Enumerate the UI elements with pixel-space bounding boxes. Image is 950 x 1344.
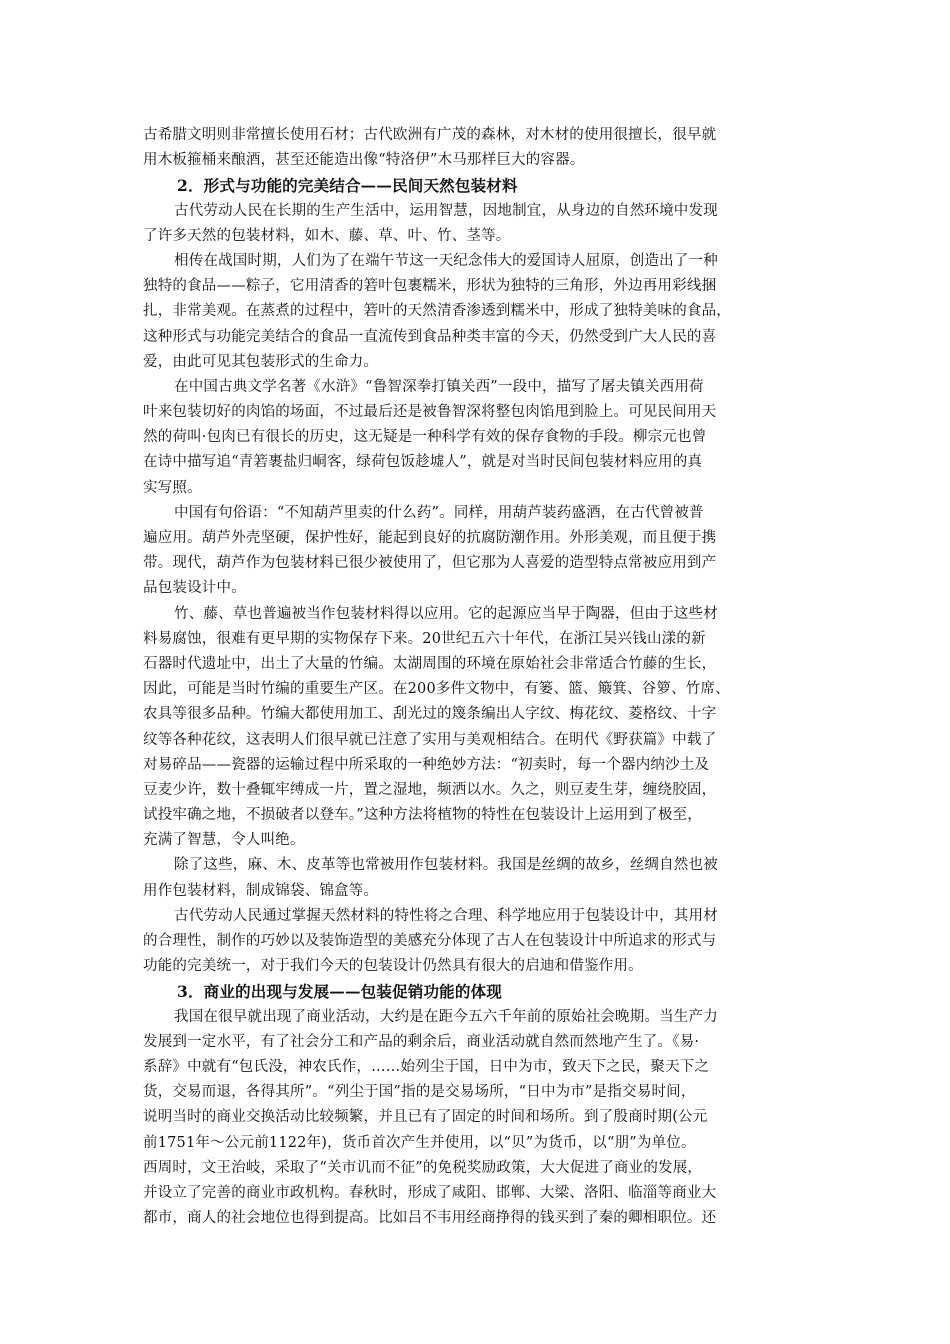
body-text-line: 这种形式与功能完美结合的食品一直流传到食品种类丰富的今天，仍然受到广大人民的喜 bbox=[143, 328, 717, 345]
body-text-line: 我国在很早就出现了商业活动，大约是在距今五六千年前的原始社会晚期。当生产力 bbox=[174, 1008, 718, 1025]
body-text-line: 除了这些，麻、木、皮革等也常被用作包装材料。我国是丝绸的故乡，丝绸自然也被 bbox=[174, 857, 718, 874]
body-text-line: 在中国古典文学名著《水浒》“鲁智深拳打镇关西”一段中，描写了屠夫镇关西用荷 bbox=[174, 378, 704, 395]
body-text-line: 竹、藤、草也普遍被当作包装材料得以应用。它的起源应当早于陶器，但由于这些材 bbox=[174, 605, 718, 622]
body-text-line: 说明当时的商业交换活动比较频繁，并且已有了固定的时间和场所。到了殷商时期(公元 bbox=[143, 1109, 708, 1126]
body-text-line: 实写照。 bbox=[143, 479, 202, 496]
body-text-line: 并设立了完善的商业市政机构。春秋时，形成了咸阳、邯郸、大梁、洛阳、临淄等商业大 bbox=[143, 1184, 717, 1201]
body-text-line: 纹等各种花纹，这表明人们很早就已注意了实用与美观相结合。在明代《野获篇》中载了 bbox=[143, 731, 717, 748]
body-text-line: 叶来包装切好的肉馅的场面，不过最后还是被鲁智深将整包肉馅甩到脸上。可见民间用天 bbox=[143, 404, 717, 421]
body-text-line: 然的荷叫·包肉已有很长的历史，这无疑是一种科学有效的保存食物的手段。柳宗元也曾 bbox=[143, 429, 707, 446]
body-text-line: 品包装设计中。 bbox=[143, 580, 246, 597]
body-text-line: 带。现代，葫芦作为包装材料已很少被使用了，但它那为人喜爱的造型特点常被应用到产 bbox=[143, 555, 717, 572]
body-text-line: 西周时，文王治岐，采取了“关市讥而不征”的免税奖励政策，大大促进了商业的发展， bbox=[143, 1159, 703, 1176]
body-text-line: 货，交易而退，各得其所”。“列尘于国”指的是交易场所，“日中为市”是指交易时间， bbox=[143, 1084, 696, 1101]
body-text-line: 爱，由此可见其包装形式的生命力。 bbox=[143, 353, 379, 370]
body-text-line: 了许多天然的包装材料，如木、藤、草、叶、竹、茎等。 bbox=[143, 227, 511, 244]
body-text-line: 石器时代遗址中，出土了大量的竹编。太湖周围的环境在原始社会非常适合竹藤的生长， bbox=[143, 655, 717, 672]
body-text-line: 试投牢确之地，不损破者以登车。”这种方法将植物的特性在包装设计上运用到了极至， bbox=[143, 807, 702, 824]
body-text-line: 的合理性，制作的巧妙以及装饰造型的美感充分体现了古人在包装设计中所追求的形式与 bbox=[143, 933, 717, 949]
section-heading: 2．形式与功能的完美结合——民间天然包装材料 bbox=[177, 176, 518, 196]
body-text-line: 独特的食品——粽子，它用清香的箬叶包裹糯米，形状为独特的三角形，外边再用彩线捆 bbox=[143, 278, 717, 295]
body-text-line: 在诗中描写追“青箬裹盐归峒客，绿荷包饭趁墟人”，就是对当时民间包装材料应用的真 bbox=[143, 454, 703, 471]
body-text-line: 古希腊文明则非常擅长使用石材；古代欧洲有广茂的森林，对木材的使用很擅长，很早就 bbox=[143, 127, 717, 143]
body-text-line: 遍应用。葫芦外壳坚硬，保护性好，能起到良好的抗腐防潮作用。外形美观，而且便于携 bbox=[143, 530, 717, 546]
body-text-line: 古代劳动人民在长期的生产生活中，运用智慧，因地制宜，从身边的自然环境中发现 bbox=[174, 202, 718, 219]
body-text-line: 中国有句俗语：“不知葫芦里卖的什么药”。同样，用葫芦装药盛酒，在古代曾被普 bbox=[174, 504, 704, 521]
body-text-line: 因此，可能是当时竹编的重要生产区。在200多件文物中，有篓、篮、簸箕、谷箩、竹席、 bbox=[143, 681, 730, 698]
body-text-line: 充满了智慧，令人叫绝。 bbox=[143, 832, 305, 849]
body-text-line: 料易腐蚀，很难有更早期的实物保存下来。20世纪五六十年代，在浙江吴兴钱山漾的新 bbox=[143, 630, 706, 647]
body-text-line: 用作包装材料，制成锦袋、锦盒等。 bbox=[143, 882, 379, 899]
body-text-line: 豆麦少许，数十叠辄牢缚成一片，置之湿地，频洒以水。久之，则豆麦生芽，缠绕胶固， bbox=[143, 781, 717, 798]
body-text-line: 前1751年～公元前1122年)，货币首次产生并使用，以“贝”为货币，以“朋”为单位。 bbox=[143, 1134, 696, 1151]
body-text-line: 都市，商人的社会地位也得到提高。比如吕不韦用经商挣得的钱买到了秦的卿相职位。还 bbox=[143, 1210, 717, 1227]
body-text-line: 农具等很多品种。竹编大都使用加工、刮光过的篾条编出人字纹、梅花纹、菱格纹、十字 bbox=[143, 706, 717, 723]
document-page bbox=[143, 123, 803, 1231]
body-text-line: 发展到一定水平，有了社会分工和产品的剩余后，商业活动就自然而然地产生了。《易· bbox=[143, 1033, 700, 1050]
body-text-line: 功能的完美统一，对于我们今天的包装设计仍然具有很大的启迪和借鉴作用。 bbox=[143, 958, 643, 975]
body-text-line: 对易碎品——瓷器的运输过程中所采取的一种绝妙方法：“初卖时，每一个器内纳沙土及 bbox=[143, 756, 710, 773]
body-text-line: 相传在战国时期，人们为了在端午节这一天纪念伟大的爱国诗人屈原，创造出了一种 bbox=[174, 252, 718, 269]
body-text-line: 扎，非常美观。在蒸煮的过程中，箬叶的天然清香渗透到糯米中，形成了独特美味的食品， bbox=[143, 303, 731, 320]
body-text-line: 古代劳动人民通过掌握天然材料的特性将之合理、科学地应用于包装设计中，其用材 bbox=[174, 907, 718, 924]
section-heading: 3．商业的出现与发展——包装促销功能的体现 bbox=[177, 982, 502, 1002]
body-text-line: 用木板箍桶来酿酒，甚至还能造出像“特洛伊”木马那样巨大的容器。 bbox=[143, 152, 585, 169]
body-text-line: 系辞》中就有“包氏没，神农氏作，……始列尘于国，日中为市，致天下之民，聚天下之 bbox=[143, 1058, 710, 1075]
